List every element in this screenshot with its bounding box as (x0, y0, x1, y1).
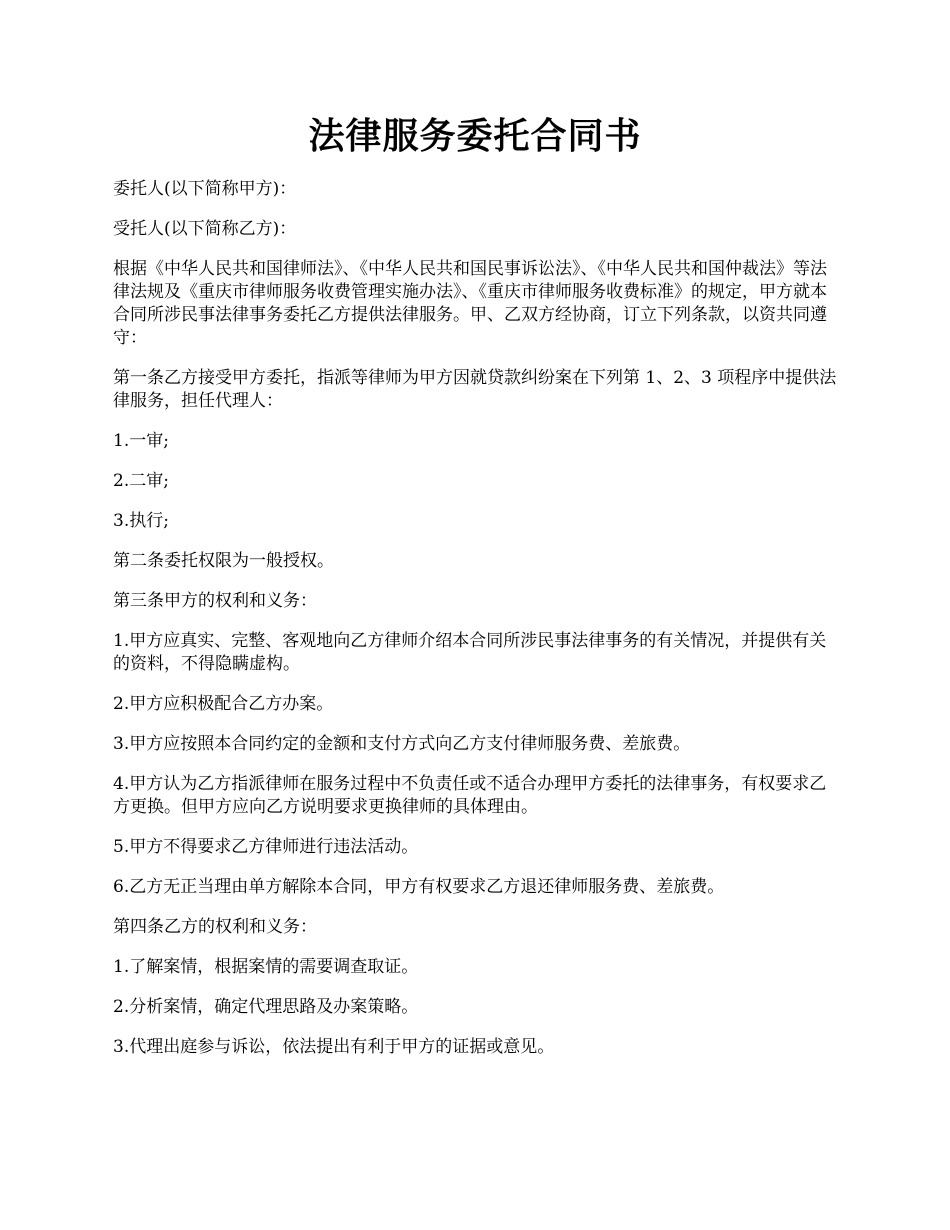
list-item: 1.了解案情，根据案情的需要调查取证。 (113, 957, 419, 977)
list-item: 1.甲方应真实、完整、客观地向乙方律师介绍本合同所涉民事法律事务的有关情况，并提供有关的资料，不得隐瞒虚构。 (113, 631, 827, 674)
paragraph-article-1: 第一条乙方接受甲方委托，指派等律师为甲方因就贷款纠纷案在下列第 1、2、3 项程序中提供法律服务，担任代理人： (113, 368, 837, 411)
list-item: 3.代理出庭参与诉讼，依法提出有利于甲方的证据或意见。 (113, 1037, 555, 1057)
document-title: 法律服务委托合同书 (308, 115, 642, 157)
document-body (113, 178, 838, 1076)
list-item: 4.甲方认为乙方指派律师在服务过程中不负责任或不适合办理甲方委托的法律事务，有权要求乙方更换。但甲方应向乙方说明要求更换律师的具体理由。 (113, 774, 827, 817)
paragraph-preamble: 根据《中华人民共和国律师法》、《中华人民共和国民事诉讼法》、《中华人民共和国仲裁法》等法律法规及《重庆市律师服务收费管理实施办法》、《重庆市律师服务收费标准》的规定，甲方就本合同所涉民事法律事务委托乙方提供法律服务。甲、乙双方经协商，订立下列条款，以资共同遵守： (113, 259, 827, 348)
list-item: 5.甲方不得要求乙方律师进行违法活动。 (113, 837, 419, 857)
list-item: 6.乙方无正当理由单方解除本合同，甲方有权要求乙方退还律师服务费、差旅费。 (113, 877, 725, 897)
list-item: 2.甲方应积极配合乙方办案。 (113, 694, 334, 714)
paragraph-client: 委托人(以下简称甲方)： (113, 179, 297, 199)
list-item: 2.分析案情，确定代理思路及办案策略。 (113, 997, 419, 1017)
list-item: 2.二审; (113, 471, 169, 491)
list-item: 3.执行; (113, 511, 169, 531)
paragraph-trustee: 受托人(以下简称乙方)： (113, 219, 297, 239)
list-item: 1.一审; (113, 431, 169, 451)
paragraph-article-3: 第三条甲方的权利和义务： (113, 591, 317, 611)
list-item: 3.甲方应按照本合同约定的金额和支付方式向乙方支付律师服务费、差旅费。 (113, 734, 691, 754)
paragraph-article-2: 第二条委托权限为一般授权。 (113, 551, 334, 571)
paragraph-article-4: 第四条乙方的权利和义务： (113, 917, 317, 937)
